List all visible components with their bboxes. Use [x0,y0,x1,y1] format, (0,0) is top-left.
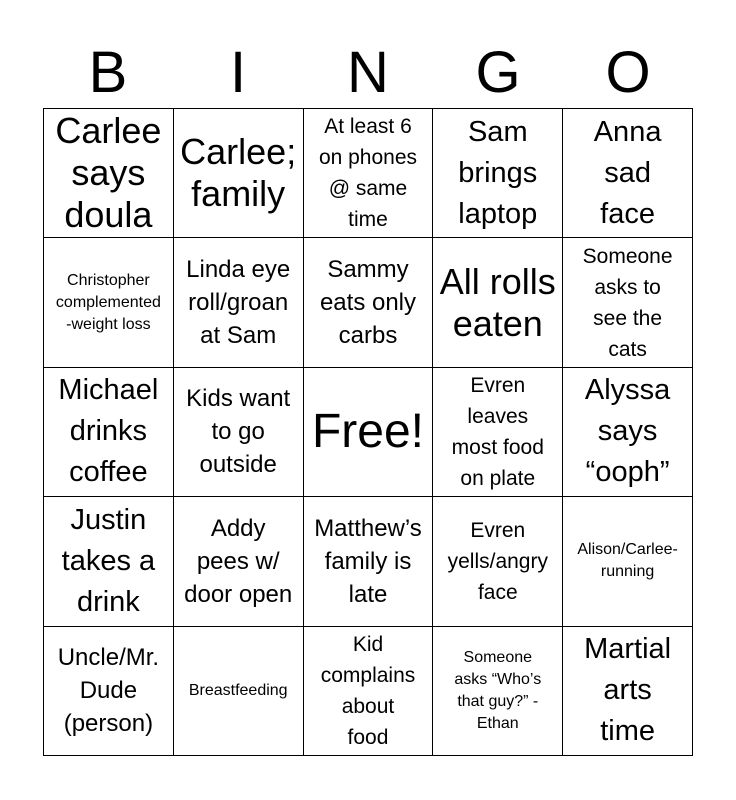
cell-text: Linda eye roll/groan at Sam [186,256,291,350]
bingo-cell[interactable] [174,238,304,367]
cell-text: Martial arts time [584,633,672,748]
bingo-board [43,108,693,756]
cell-text: At least 6 on phones @ same time [318,115,418,232]
cell-text: Evren yells/angry face [447,518,548,604]
header-letter-b: B [88,40,128,105]
header-letter-g: G [475,40,521,105]
bingo-cell[interactable] [563,497,693,626]
bingo-cell[interactable] [563,109,693,238]
header-letter-i: I [229,40,247,105]
bingo-cell[interactable] [304,627,434,756]
cell-text: Alyssa says “ooph” [584,374,671,489]
bingo-cell[interactable] [174,627,304,756]
cell-text: Matthew’s family is late [314,514,422,608]
bingo-cell[interactable] [563,368,693,497]
cell-text: Someone asks to see the cats [582,244,673,361]
cell-text: Free! [311,404,424,458]
cell-text: Uncle/Mr. Dude (person) [57,644,160,738]
cell-text: Breastfeeding [188,681,288,699]
bingo-cell[interactable] [433,238,563,367]
bingo-cell[interactable] [304,238,434,367]
header-letter-n: N [347,40,389,105]
cell-text: Kid complains about food [320,632,416,749]
bingo-cell[interactable] [433,368,563,497]
bingo-cell[interactable] [44,627,174,756]
bingo-cell[interactable] [304,109,434,238]
cell-text: Christopher complemented -weight loss [55,271,161,333]
cell-text: Kids want to go outside [186,385,291,479]
free-space[interactable] [304,368,434,497]
bingo-cell[interactable] [174,368,304,497]
cell-text: Sammy eats only carbs [319,256,417,350]
bingo-cell[interactable] [433,627,563,756]
header-letter-o: O [605,40,651,105]
bingo-cell[interactable] [174,109,304,238]
cell-text: Someone asks “Who’s that guy?” - Ethan [454,648,542,732]
cell-text: All rolls eaten [439,260,556,344]
cell-text: Michael drinks coffee [58,374,159,489]
bingo-cell[interactable] [44,109,174,238]
bingo-cell[interactable] [44,368,174,497]
bingo-cell[interactable] [174,497,304,626]
cell-text: Sam brings laptop [458,115,538,230]
bingo-header [43,38,693,108]
cell-text: Justin takes a drink [61,503,156,618]
cell-text: Addy pees w/ door open [184,514,293,608]
bingo-cell[interactable] [563,238,693,367]
bingo-cell[interactable] [563,627,693,756]
cell-text: Evren leaves most food on plate [451,373,544,490]
cell-text: Anna sad face [593,115,662,230]
cell-text: Carlee says doula [55,110,162,236]
bingo-cell[interactable] [433,497,563,626]
bingo-cell[interactable] [304,497,434,626]
bingo-cell[interactable] [44,497,174,626]
cell-text: Alison/Carlee- running [577,541,678,581]
cell-text: Carlee; family [180,131,297,215]
bingo-cell[interactable] [433,109,563,238]
bingo-cell[interactable] [44,238,174,367]
